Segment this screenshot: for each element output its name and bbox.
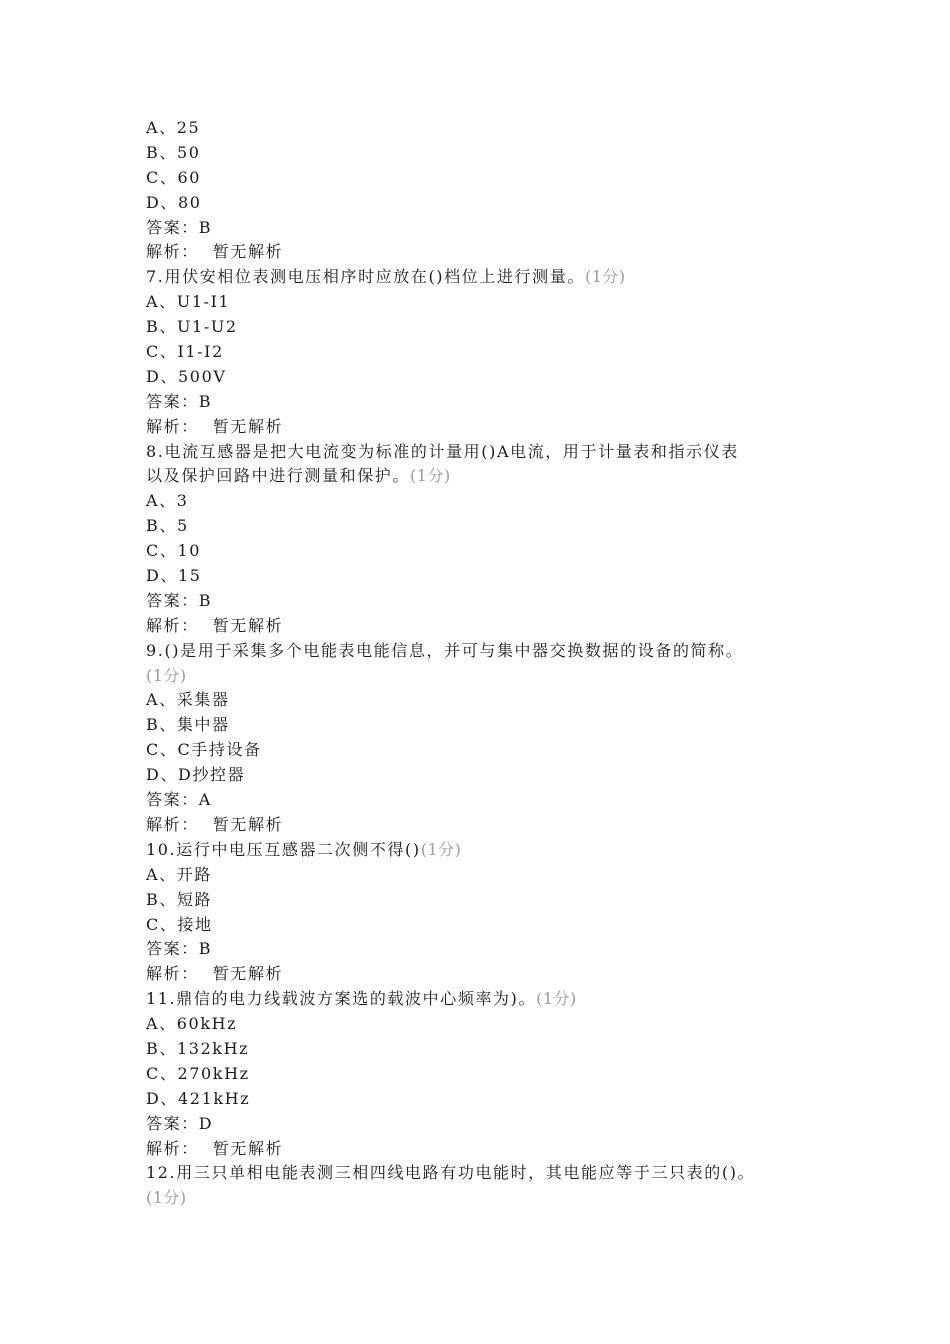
exam-page — [146, 116, 806, 1211]
option-c: C、接地 — [146, 914, 213, 934]
answer: 答案：B — [146, 590, 213, 610]
analysis — [146, 1137, 806, 1162]
question-12 — [146, 1161, 806, 1211]
answer: 答案：A — [146, 790, 212, 810]
stem-text: 以及保护回路中进行测量和保护。 — [146, 466, 411, 486]
analysis — [146, 614, 806, 639]
option-d: D、80 — [146, 192, 202, 212]
option-a: A、3 — [146, 491, 189, 511]
analysis-text: 暂无解析 — [212, 615, 284, 635]
analysis-label: 解析： — [146, 615, 199, 635]
analysis-label: 解析： — [146, 1138, 199, 1158]
option-a: A、采集器 — [146, 690, 230, 710]
analysis-text: 暂无解析 — [212, 964, 284, 984]
option-a: A、开路 — [146, 864, 212, 884]
analysis-text: 暂无解析 — [212, 1138, 284, 1158]
question-score-line — [146, 664, 806, 689]
stem-text: 7.用伏安相位表测电压相序时应放在()档位上进行测量。 — [146, 267, 585, 287]
analysis-label: 解析： — [146, 964, 199, 984]
question-stem-line-1: 8.电流互感器是把大电流变为标准的计量用()A电流，用于计量表和指示仪表 — [146, 441, 739, 461]
question-stem-line-2 — [146, 464, 806, 489]
option-b: B、集中器 — [146, 715, 230, 735]
analysis-text: 暂无解析 — [212, 416, 284, 436]
option-d: D、500V — [146, 366, 227, 386]
score: (1分) — [536, 989, 577, 1009]
option-a: A、25 — [146, 118, 201, 137]
score: (1分) — [146, 1188, 187, 1208]
analysis — [146, 415, 806, 440]
analysis-label: 解析： — [146, 416, 199, 436]
stem-text: 11.鼎信的电力线载波方案选的载波中心频率为)。 — [146, 989, 537, 1009]
option-d: D、15 — [146, 566, 202, 586]
option-c: C、C手持设备 — [146, 740, 262, 760]
question-stem — [146, 987, 806, 1012]
score: (1分) — [584, 267, 626, 287]
question-8 — [146, 440, 806, 639]
question-7 — [146, 265, 806, 439]
option-b: B、132kHz — [146, 1038, 250, 1058]
option-b: B、短路 — [146, 889, 213, 909]
option-d: D、421kHz — [146, 1088, 251, 1108]
question-stem: 9.()是用于采集多个电能表电能信息，并可与集中器交换数据的设备的简称。 — [146, 640, 744, 660]
option-a: A、U1-I1 — [146, 292, 231, 312]
question-6 — [146, 116, 806, 265]
analysis-label: 解析： — [146, 242, 199, 262]
question-score-line — [146, 1186, 806, 1211]
option-c: C、I1-I2 — [146, 342, 224, 362]
answer: 答案：D — [146, 1113, 214, 1133]
stem-text: 10.运行中电压互感器二次侧不得() — [146, 839, 421, 859]
analysis — [146, 240, 806, 265]
score: (1分) — [420, 839, 462, 859]
answer: 答案：B — [146, 217, 213, 237]
option-a: A、60kHz — [146, 1014, 238, 1034]
question-stem — [146, 838, 806, 863]
question-stem: 12.用三只单相电能表测三相四线电路有功电能时，其电能应等于三只表的()。 — [146, 1163, 756, 1183]
option-b: B、50 — [146, 142, 201, 162]
option-b: B、5 — [146, 516, 189, 536]
question-9 — [146, 639, 806, 838]
option-c: C、60 — [146, 167, 202, 187]
option-c: C、10 — [146, 541, 202, 561]
score: (1分) — [410, 466, 451, 486]
answer: 答案：B — [146, 391, 213, 411]
answer: 答案：B — [146, 939, 213, 959]
analysis-text: 暂无解析 — [212, 242, 284, 262]
question-10 — [146, 838, 806, 987]
option-b: B、U1-U2 — [146, 317, 238, 337]
analysis-text: 暂无解析 — [212, 814, 284, 834]
analysis — [146, 813, 806, 838]
option-d: D、D抄控器 — [146, 765, 246, 785]
score: (1分) — [146, 665, 187, 685]
question-11 — [146, 987, 806, 1161]
question-stem — [146, 265, 806, 290]
analysis-label: 解析： — [146, 814, 199, 834]
analysis — [146, 962, 806, 987]
option-c: C、270kHz — [146, 1063, 250, 1083]
